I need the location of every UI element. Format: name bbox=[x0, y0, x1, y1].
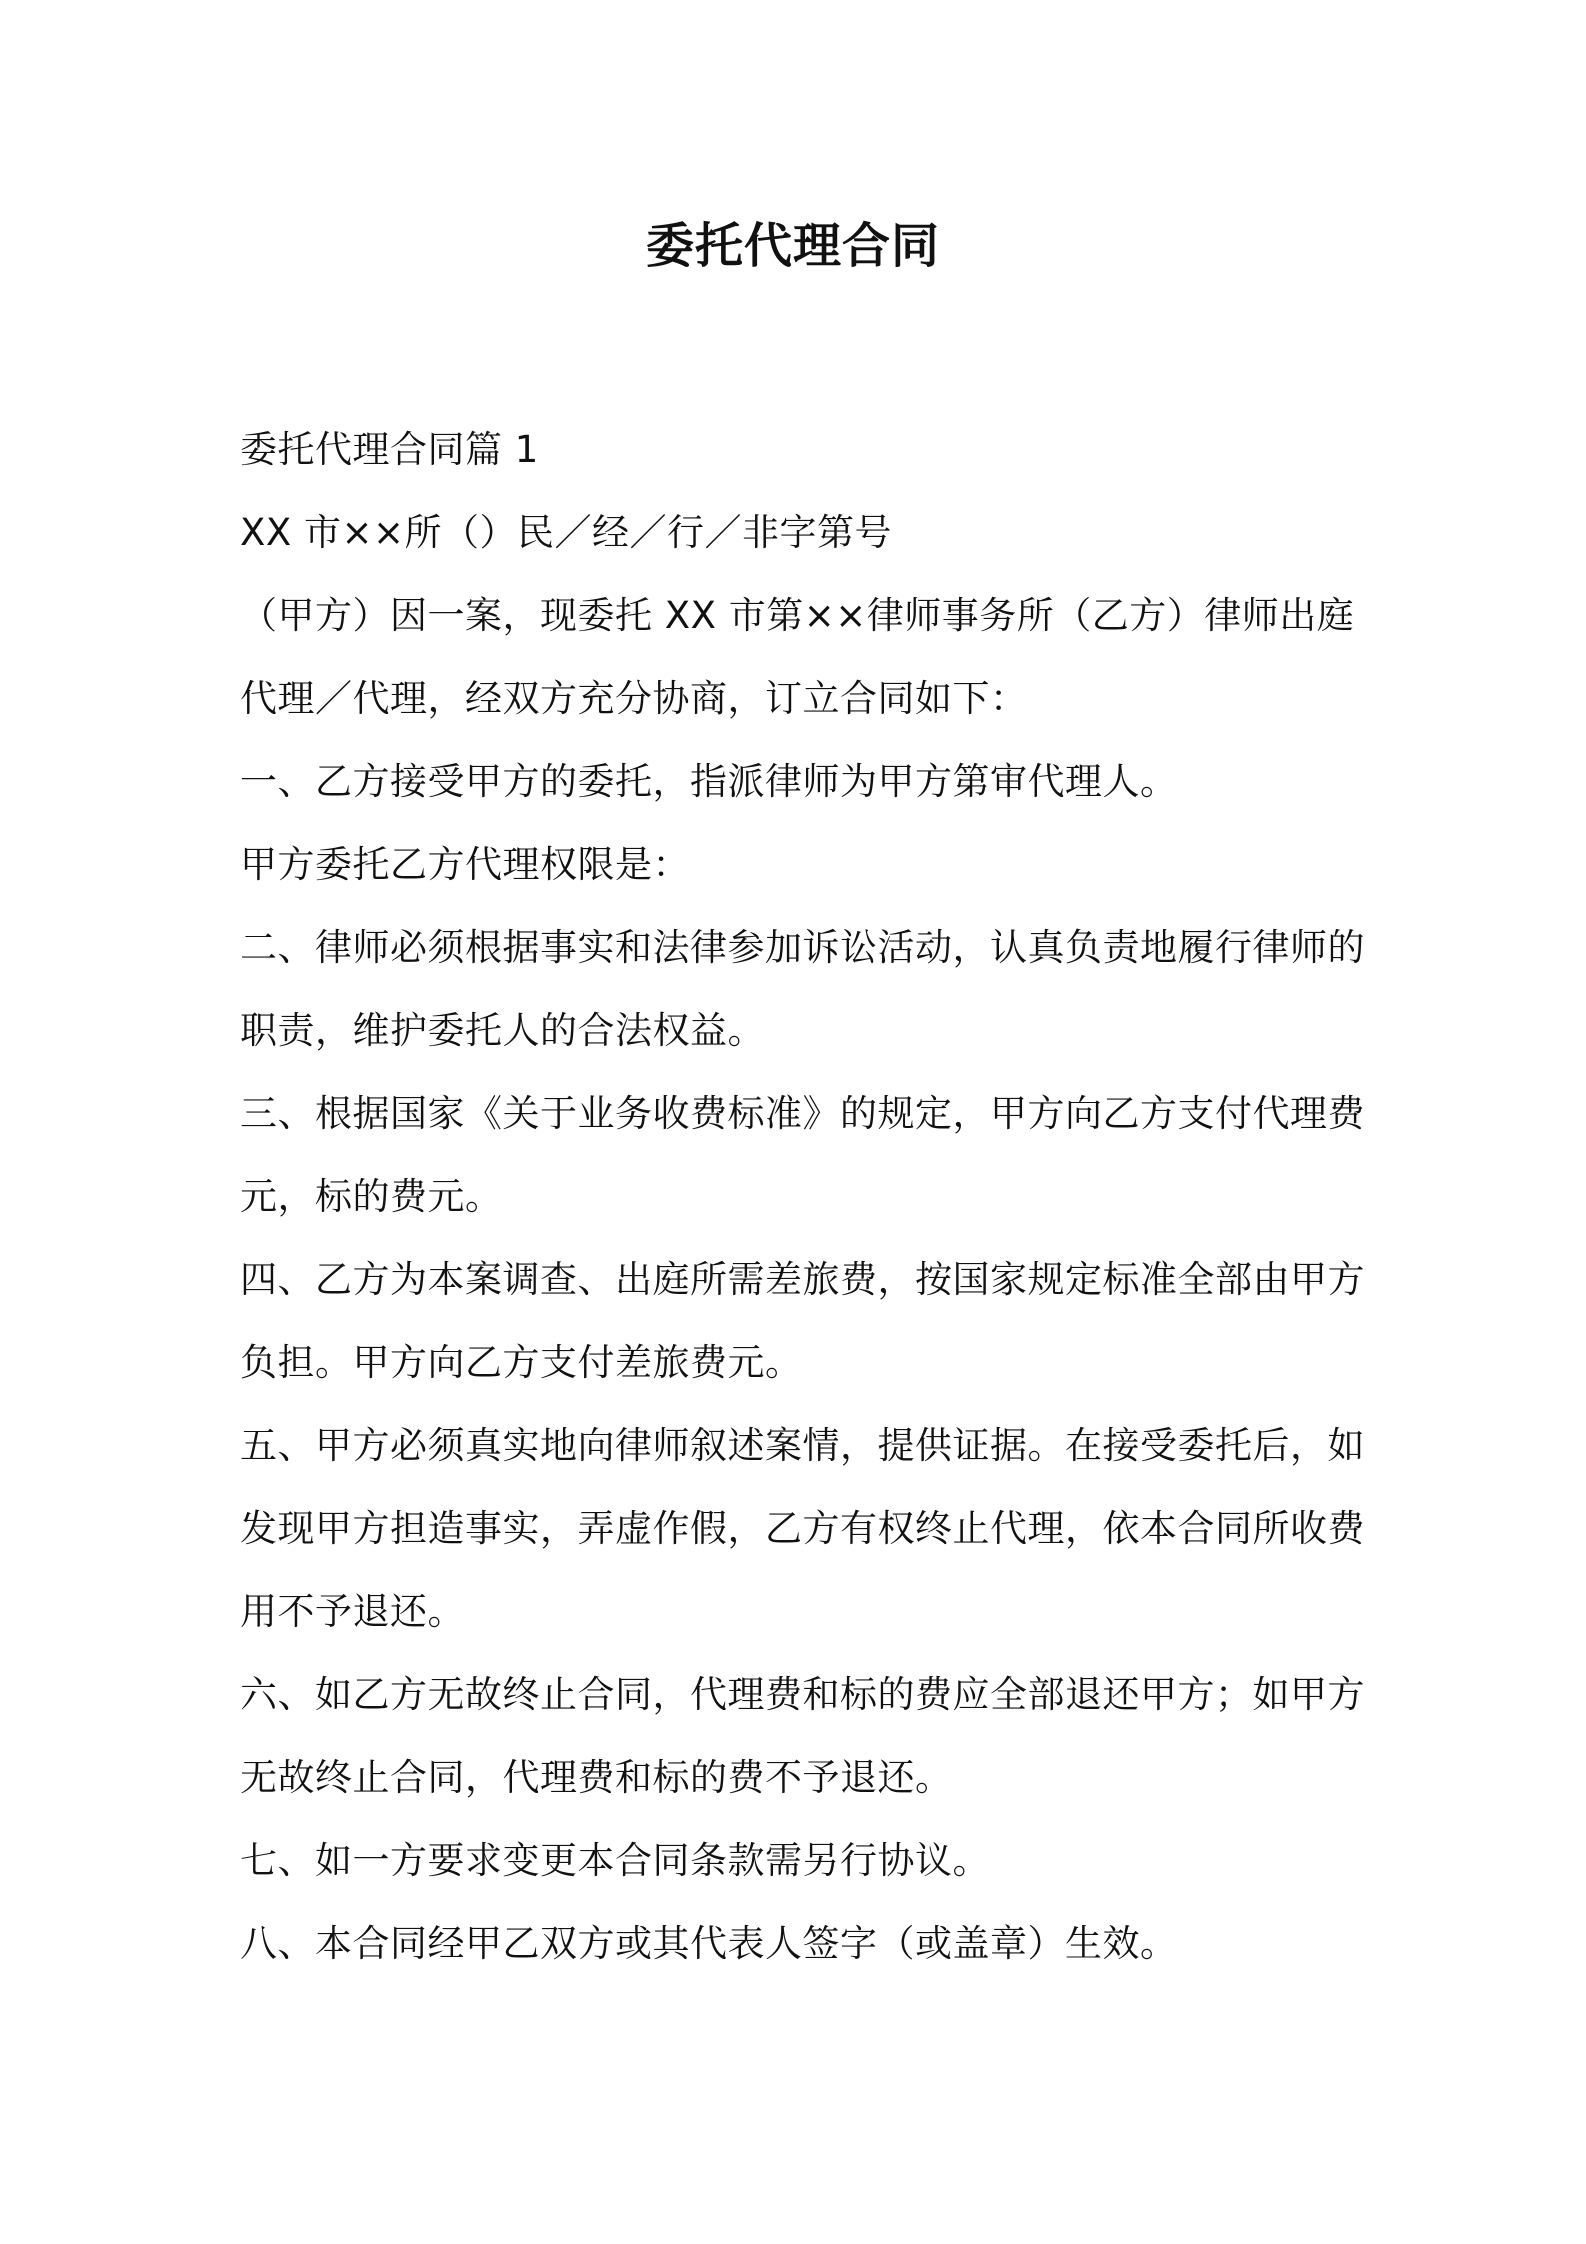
clause-7: 七、如一方要求变更本合同条款需另行协议。 bbox=[240, 1839, 990, 1882]
clause-2-line-1: 二、律师必须根据事实和法律参加诉讼活动，认真负责地履行律师的 bbox=[240, 926, 1365, 969]
clause-8: 八、本合同经甲乙双方或其代表人签字（或盖章）生效。 bbox=[240, 1922, 1178, 1965]
case-number-line: XX 市××所（）民／经／行／非字第号 bbox=[240, 511, 892, 554]
clause-5-line-1: 五、甲方必须真实地向律师叙述案情，提供证据。在接受委托后，如 bbox=[240, 1424, 1365, 1467]
clause-4-line-1: 四、乙方为本案调查、出庭所需差旅费，按国家规定标准全部由甲方 bbox=[240, 1258, 1365, 1301]
clause-6-line-1: 六、如乙方无故终止合同，代理费和标的费应全部退还甲方；如甲方 bbox=[240, 1673, 1365, 1716]
clause-4-line-2: 负担。甲方向乙方支付差旅费元。 bbox=[240, 1341, 803, 1384]
clause-6-line-2: 无故终止合同，代理费和标的费不予退还。 bbox=[240, 1756, 953, 1799]
document-body bbox=[240, 408, 1365, 1985]
clause-3-line-2: 元，标的费元。 bbox=[240, 1175, 503, 1218]
clause-3-line-1: 三、根据国家《关于业务收费标准》的规定，甲方向乙方支付代理费 bbox=[240, 1092, 1365, 1135]
section-heading: 委托代理合同篇 1 bbox=[240, 428, 539, 471]
clause-5-line-2: 发现甲方担造事实，弄虚作假，乙方有权终止代理，依本合同所收费 bbox=[240, 1507, 1365, 1550]
clause-5-line-3: 用不予退还。 bbox=[240, 1590, 465, 1633]
intro-line-1: （甲方）因一案，现委托 XX 市第××律师事务所（乙方）律师出庭 bbox=[240, 594, 1355, 637]
document-title: 委托代理合同 bbox=[645, 218, 940, 274]
clause-2-line-2: 职责，维护委托人的合法权益。 bbox=[240, 1009, 765, 1052]
intro-line-2: 代理／代理，经双方充分协商，订立合同如下： bbox=[240, 677, 1028, 720]
authority-line: 甲方委托乙方代理权限是： bbox=[240, 843, 690, 886]
clause-1: 一、乙方接受甲方的委托，指派律师为甲方第审代理人。 bbox=[240, 760, 1178, 803]
